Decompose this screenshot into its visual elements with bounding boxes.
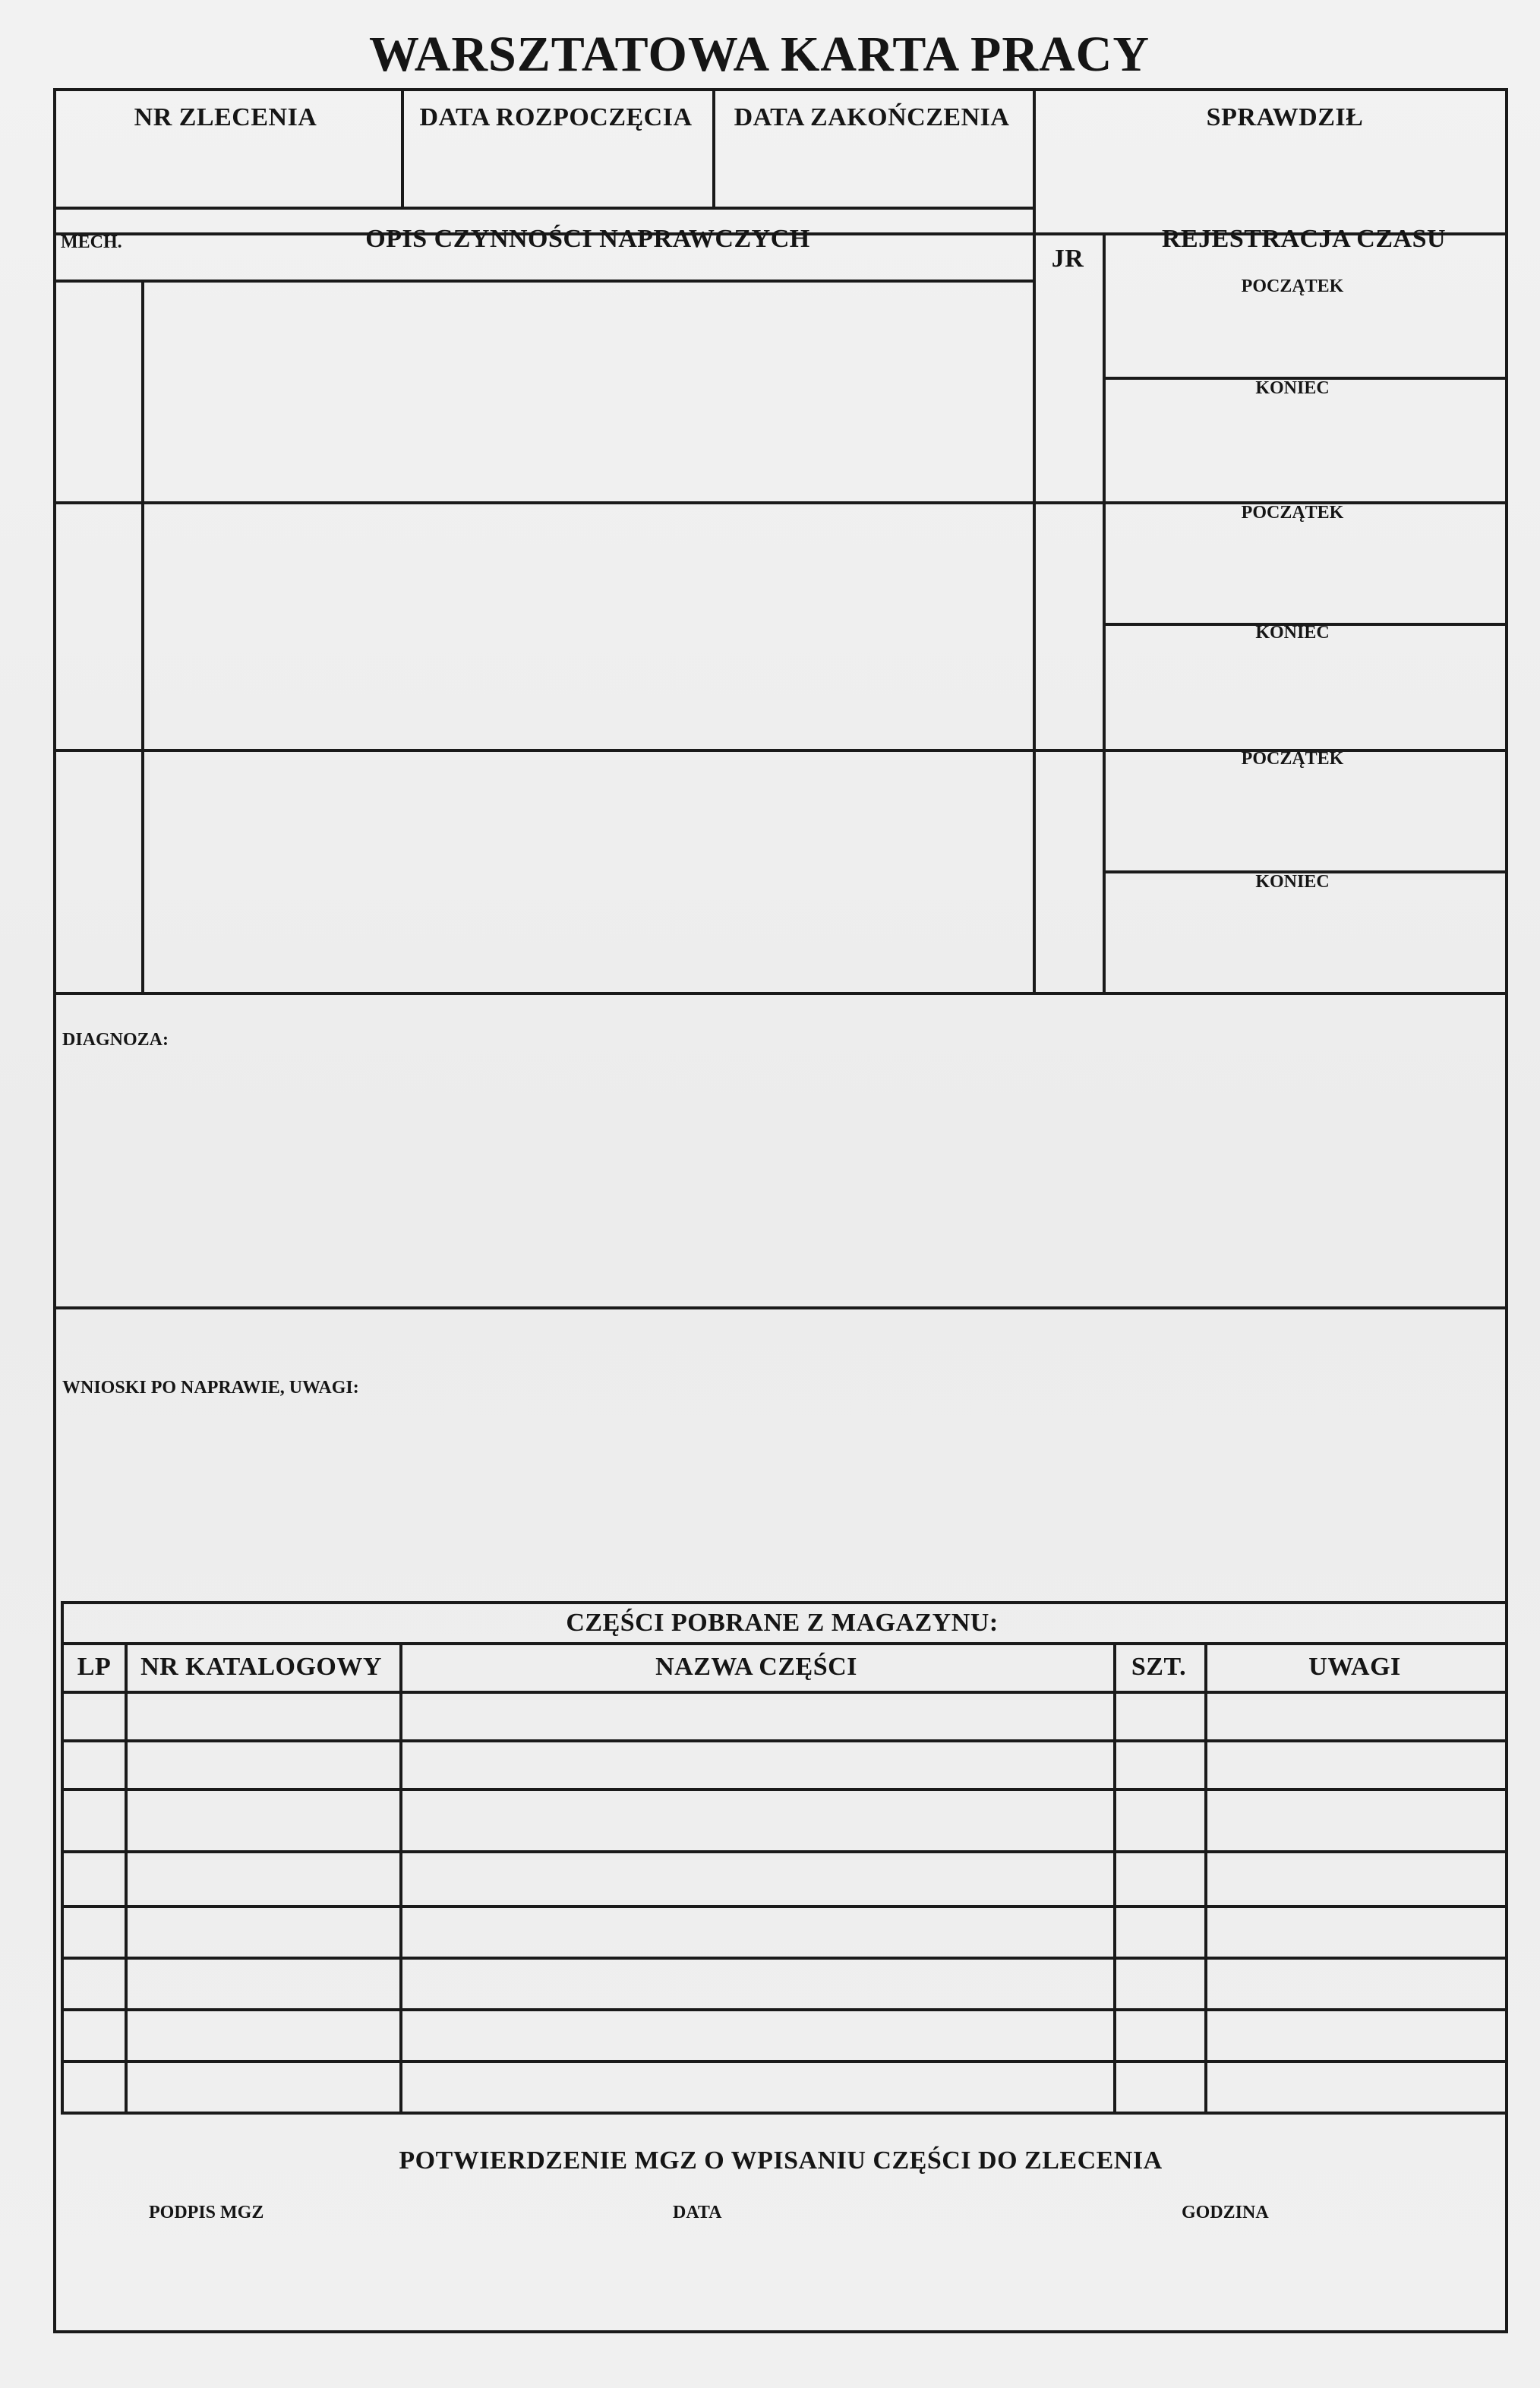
col-lp: LP [77, 1653, 112, 1681]
block3-start-label: POCZĄTEK [1241, 749, 1344, 769]
checked-by-label: SPRAWDZIŁ [1206, 103, 1364, 131]
time-registration-label: REJESTRACJA CZASU [1161, 225, 1447, 253]
repair-row3-jr[interactable] [1037, 753, 1101, 990]
frame-top [53, 88, 1508, 91]
start-date-field[interactable] [406, 138, 711, 205]
block2-start-field[interactable] [1107, 527, 1502, 620]
block3-end-field[interactable] [1107, 896, 1502, 989]
signature-label: PODPIS MGZ [149, 2203, 264, 2222]
block2-end-field[interactable] [1107, 649, 1502, 746]
parts-table-row[interactable] [65, 1695, 1502, 1736]
end-date-label: DATA ZAKOŃCZENIA [734, 103, 1010, 131]
checked-by-field[interactable] [1037, 138, 1502, 229]
parts-table-row[interactable] [65, 1855, 1502, 1902]
order-number-field[interactable] [58, 138, 399, 205]
block1-start-label: POCZĄTEK [1241, 276, 1344, 296]
block1-start-field[interactable] [1107, 304, 1502, 374]
conclusions-field[interactable] [59, 1408, 1502, 1598]
order-number-label: NR ZLECENIA [134, 103, 317, 131]
frame-bottom [53, 2330, 1508, 2333]
col-quantity: SZT. [1131, 1653, 1187, 1681]
confirmation-title: POTWIERDZENIE MGZ O WPISANIU CZĘŚCI DO ZLECENIA [399, 2146, 1163, 2175]
repair-row1-jr[interactable] [1037, 284, 1101, 500]
mechanic-label: MECH. [61, 232, 122, 252]
parts-table-row[interactable] [65, 2064, 1502, 2108]
block2-start-label: POCZĄTEK [1241, 503, 1344, 523]
block1-end-label: KONIEC [1255, 378, 1330, 398]
repair-row3-mechanic[interactable] [58, 753, 140, 990]
diagnosis-field[interactable] [59, 1060, 1502, 1303]
repair-row2-description[interactable] [146, 506, 1031, 747]
block1-end-field[interactable] [1107, 403, 1502, 498]
parts-table-row[interactable] [65, 1909, 1502, 1954]
repair-row1-mechanic[interactable] [58, 284, 140, 500]
parts-table-row[interactable] [65, 1793, 1502, 1847]
confirmation-time-label: GODZINA [1182, 2203, 1269, 2222]
repair-description-label: OPIS CZYNNOŚCI NAPRAWCZYCH [365, 225, 810, 253]
signature-field[interactable] [65, 2236, 521, 2326]
start-date-label: DATA ROZPOCZĘCIA [419, 103, 693, 131]
col-catalog-number: NR KATALOGOWY [140, 1653, 382, 1681]
confirmation-time-field[interactable] [1002, 2236, 1501, 2326]
col-part-name: NAZWA CZĘŚCI [655, 1653, 857, 1681]
end-date-field[interactable] [717, 138, 1031, 205]
document-title: WARSZTATOWA KARTA PRACY [369, 27, 1150, 82]
parts-title: CZĘŚCI POBRANE Z MAGAZYNU: [566, 1609, 999, 1637]
repair-row3-description[interactable] [146, 753, 1031, 990]
repair-row2-jr[interactable] [1037, 506, 1101, 747]
confirmation-date-label: DATA [673, 2203, 722, 2222]
parts-table-row[interactable] [65, 1961, 1502, 2005]
repair-row1-description[interactable] [146, 284, 1031, 500]
frame-right [1505, 88, 1508, 2333]
parts-table-row[interactable] [65, 2013, 1502, 2057]
block3-end-label: KONIEC [1255, 872, 1330, 892]
conclusions-label: WNIOSKI PO NAPRAWIE, UWAGI: [62, 1378, 359, 1398]
repair-row2-mechanic[interactable] [58, 506, 140, 747]
col-notes: UWAGI [1308, 1653, 1401, 1681]
parts-table-row[interactable] [65, 1744, 1502, 1785]
frame-left [53, 88, 56, 2333]
block2-end-label: KONIEC [1255, 623, 1330, 643]
confirmation-date-field[interactable] [532, 2236, 987, 2326]
jr-label: JR [1051, 245, 1084, 273]
block3-start-field[interactable] [1107, 773, 1502, 867]
diagnosis-label: DIAGNOZA: [62, 1030, 169, 1050]
